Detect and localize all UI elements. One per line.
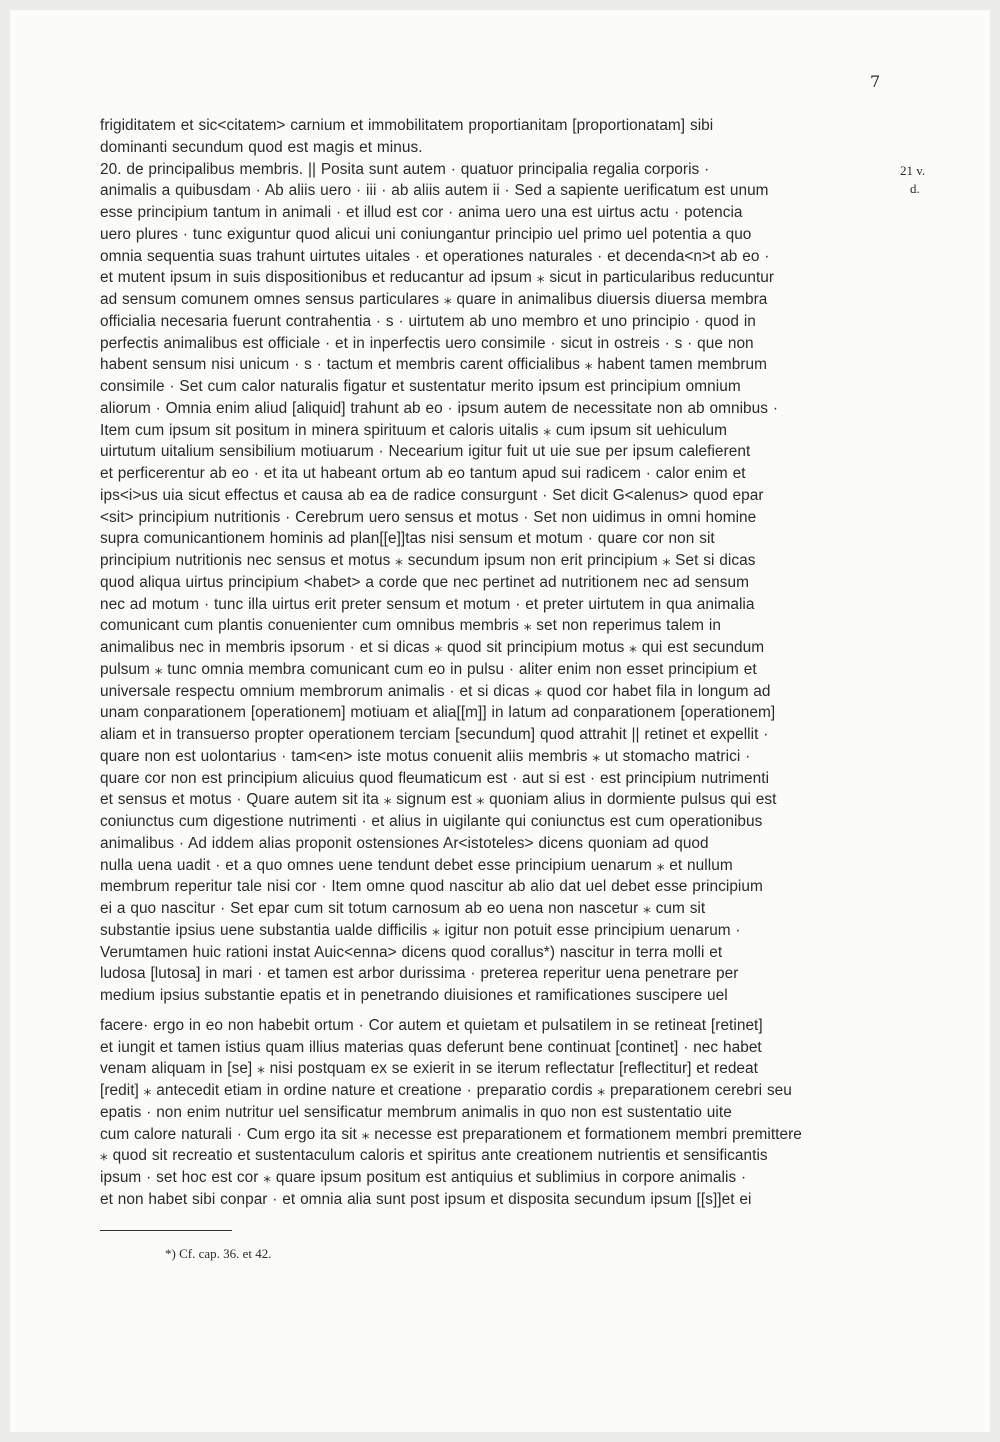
main-text [100, 115, 880, 1211]
text-line: habent sensum nisi unicum · s · tactum et membris carent officialibus ⁎ habent tamen membrum [100, 356, 768, 374]
text-line: facere· ergo in eo non habebit ortum · Cor autem et quietam et pulsatilem in se retineat [retinet] [100, 1016, 763, 1034]
text-line: pulsum ⁎ tunc omnia membra comunicant cum eo in pulsu · aliter enim non esset principium et [100, 660, 757, 678]
text-line: nec ad motum · tunc illa uirtus erit preter sensum et motum · et preter uirtutem in qua animalia [100, 595, 755, 613]
text-line: dominanti secundum quod est magis et minus. [100, 138, 423, 156]
page-number: 7 [870, 72, 881, 91]
text-line: membrum reperitur tale nisi cor · Item omne quod nascitur ab alio dat uel debet esse principium [100, 878, 763, 896]
text-line: cum calore naturali · Cum ergo ita sit ⁎ necesse est preparationem et formationem membri premittere [100, 1125, 802, 1143]
text-line: et sensus et motus · Quare autem sit ita ⁎ signum est ⁎ quoniam alius in dormiente pulsus qui est [100, 791, 777, 809]
text-line: esse principium tantum in animali · et illud est cor · anima uero una est uirtus actu · potencia [100, 204, 743, 221]
text-line: et iungit et tamen istius quam illius materias quas deferunt bene continuat [continet] · nec habet [100, 1038, 762, 1056]
line-gap [100, 1007, 880, 1015]
text-line: aliam et in transuerso propter operationem terciam [secundum] quod attrahit || retinet et expellit · [100, 726, 769, 743]
text-line: ⁎ quod sit recreatio et sustentaculum caloris et spiritus ante creationem nutrientis et sensificantis [100, 1147, 768, 1165]
text-line: ipsum · set hoc est cor ⁎ quare ipsum positum est antiquius et sublimius in corpore animalis · [100, 1169, 747, 1186]
text-line: et mutent ipsum in suis dispositionibus et reducantur ad ipsum ⁎ sicut in particularibus reducuntur [100, 269, 775, 287]
text-line: [redit] ⁎ antecedit etiam in ordine nature et creatione · preparatio cordis ⁎ preparationem cerebri seu [100, 1082, 792, 1099]
text-line: quod aliqua uirtus principium <habet> a corde que nec pertinet ad nutritionem nec ad sensum [100, 573, 749, 591]
text-line: principium nutritionis nec sensus et motus ⁎ secundum ipsum non erit principium ⁎ Set si dicas [100, 552, 756, 569]
text-line: substantie ipsius uene substantia ualde difficilis ⁎ igitur non potuit esse principium uenarum · [100, 921, 741, 939]
text-line: uero plures · tunc exiguntur quod alicui uni coniungantur principio uel primo uel potentia a quo [100, 225, 752, 243]
text-line: consimile · Set cum calor naturalis figatur et sustentatur merito ipsum est principium omnium [100, 378, 741, 395]
margin-folio-note: 21 v. [900, 163, 926, 178]
text-line: medium ipsius substantie epatis et in penetrando diuisiones et ramificationes suscipere uel [100, 987, 728, 1004]
text-line: supra comunicantionem hominis ad plan[[e]]tas nisi sensum et motum · quare cor non sit [100, 530, 715, 548]
text-line: et perficerentur ab eo · et ita ut habeant ortum ab eo tantum apud sui radicem · calor enim et [100, 465, 746, 482]
text-line: uirtutum uitalium sensibilium motiuarum · Necearium igitur fuit ut uie sue per ipsum calefierent [100, 443, 751, 461]
text-line: perfectis animalibus est officiale · et in inperfectis uero consimile · sicut in ostreis · s · que non [100, 334, 754, 352]
margin-folio-side: d. [910, 181, 920, 196]
text-line: Item cum ipsum sit positum in minera spirituum et caloris uitalis ⁎ cum ipsum sit uehiculum [100, 421, 728, 439]
text-line: ei a quo nascitur · Set epar cum sit totum carnosum ab eo uena non nascetur ⁎ cum sit [100, 900, 706, 917]
text-line: quare cor non est principium alicuius quod fleumaticum est · aut si est · est principium nutrimenti [100, 769, 770, 787]
footnote: *) Cf. cap. 36. et 42. [165, 1246, 272, 1261]
text-line: ips<i>us uia sicut effectus et causa ab ea de radice consurgunt · Set dicit G<alenus> quod epar [100, 486, 764, 504]
text-line: animalibus nec in membris ipsorum · et si dicas ⁎ quod sit principium motus ⁎ qui est secundum [100, 639, 765, 656]
text-line: animalibus · Ad iddem alias proponit ostensiones Ar<istoteles> dicens quoniam ad quod [100, 834, 709, 852]
text-line: unam conparationem [operationem] motiuam et alia[[m]] in latum ad conparationem [operationem] [100, 704, 776, 722]
text-line: epatis · non enim nutritur uel sensificatur membrum animalis in quo non est sustentatio uite [100, 1103, 732, 1121]
text-line: ad sensum comunem omnes sensus particulares ⁎ quare in animalibus diuersis diuersa membra [100, 291, 768, 308]
text-line: coniunctus cum digestione nutrimenti · et alius in uigilante qui coniunctus est cum operationibus [100, 813, 763, 830]
footnote-divider [100, 1230, 232, 1231]
text-line: frigiditatem et sic<citatem> carnium et immobilitatem proportianitam [proportionatam] sibi [100, 117, 714, 134]
text-line: <sit> principium nutritionis · Cerebrum uero sensus et motus · Set non uidimus in omni homine [100, 508, 757, 526]
text-line: venam aliquam in [se] ⁎ nisi postquam ex se exierit in se iterum reflectatur [reflectitur] et redeat [100, 1060, 758, 1078]
text-line: universale respectu omnium membrorum animalis · et si dicas ⁎ quod cor habet fila in longum ad [100, 682, 771, 700]
text-line: 20. de principalibus membris. || Posita sunt autem · quatuor principalia regalia corporis · [100, 160, 710, 178]
text-line: quare non est uolontarius · tam<en> iste motus conuenit aliis membris ⁎ ut stomacho matrici · [100, 747, 751, 765]
text-line: animalis a quibusdam · Ab aliis uero · iii · ab aliis autem ii · Sed a sapiente uerificatum est unum [100, 182, 769, 200]
text-line: officialia necesaria fuerunt contrahentia · s · uirtutem ab uno membro et uno principio · quod in [100, 312, 756, 330]
text-line: comunicant cum plantis conuenienter cum omnibus membris ⁎ set non reperimus talem in [100, 617, 721, 635]
text-line: aliorum · Omnia enim aliud [aliquid] trahunt ab eo · ipsum autem de necessitate non ab omnibus · [100, 399, 779, 417]
text-line: Verumtamen huic rationi instat Auic<enna> dicens quod corallus*) nascitur in terra molli et [100, 943, 723, 961]
text-line: ludosa [lutosa] in mari · et tamen est arbor durissima · preterea reperitur uena penetrare per [100, 965, 739, 983]
text-line: omnia sequentia suas trahunt uirtutes uitales · et operationes naturales · et decenda<n>t ab eo · [100, 247, 770, 265]
text-line: nulla uena uadit · et a quo omnes uene tendunt debet esse principium uenarum ⁎ et nullum [100, 856, 733, 874]
text-line: et non habet sibi conpar · et omnia alia sunt post ipsum et disposita secundum ipsum [[s]]et ei [100, 1190, 752, 1208]
